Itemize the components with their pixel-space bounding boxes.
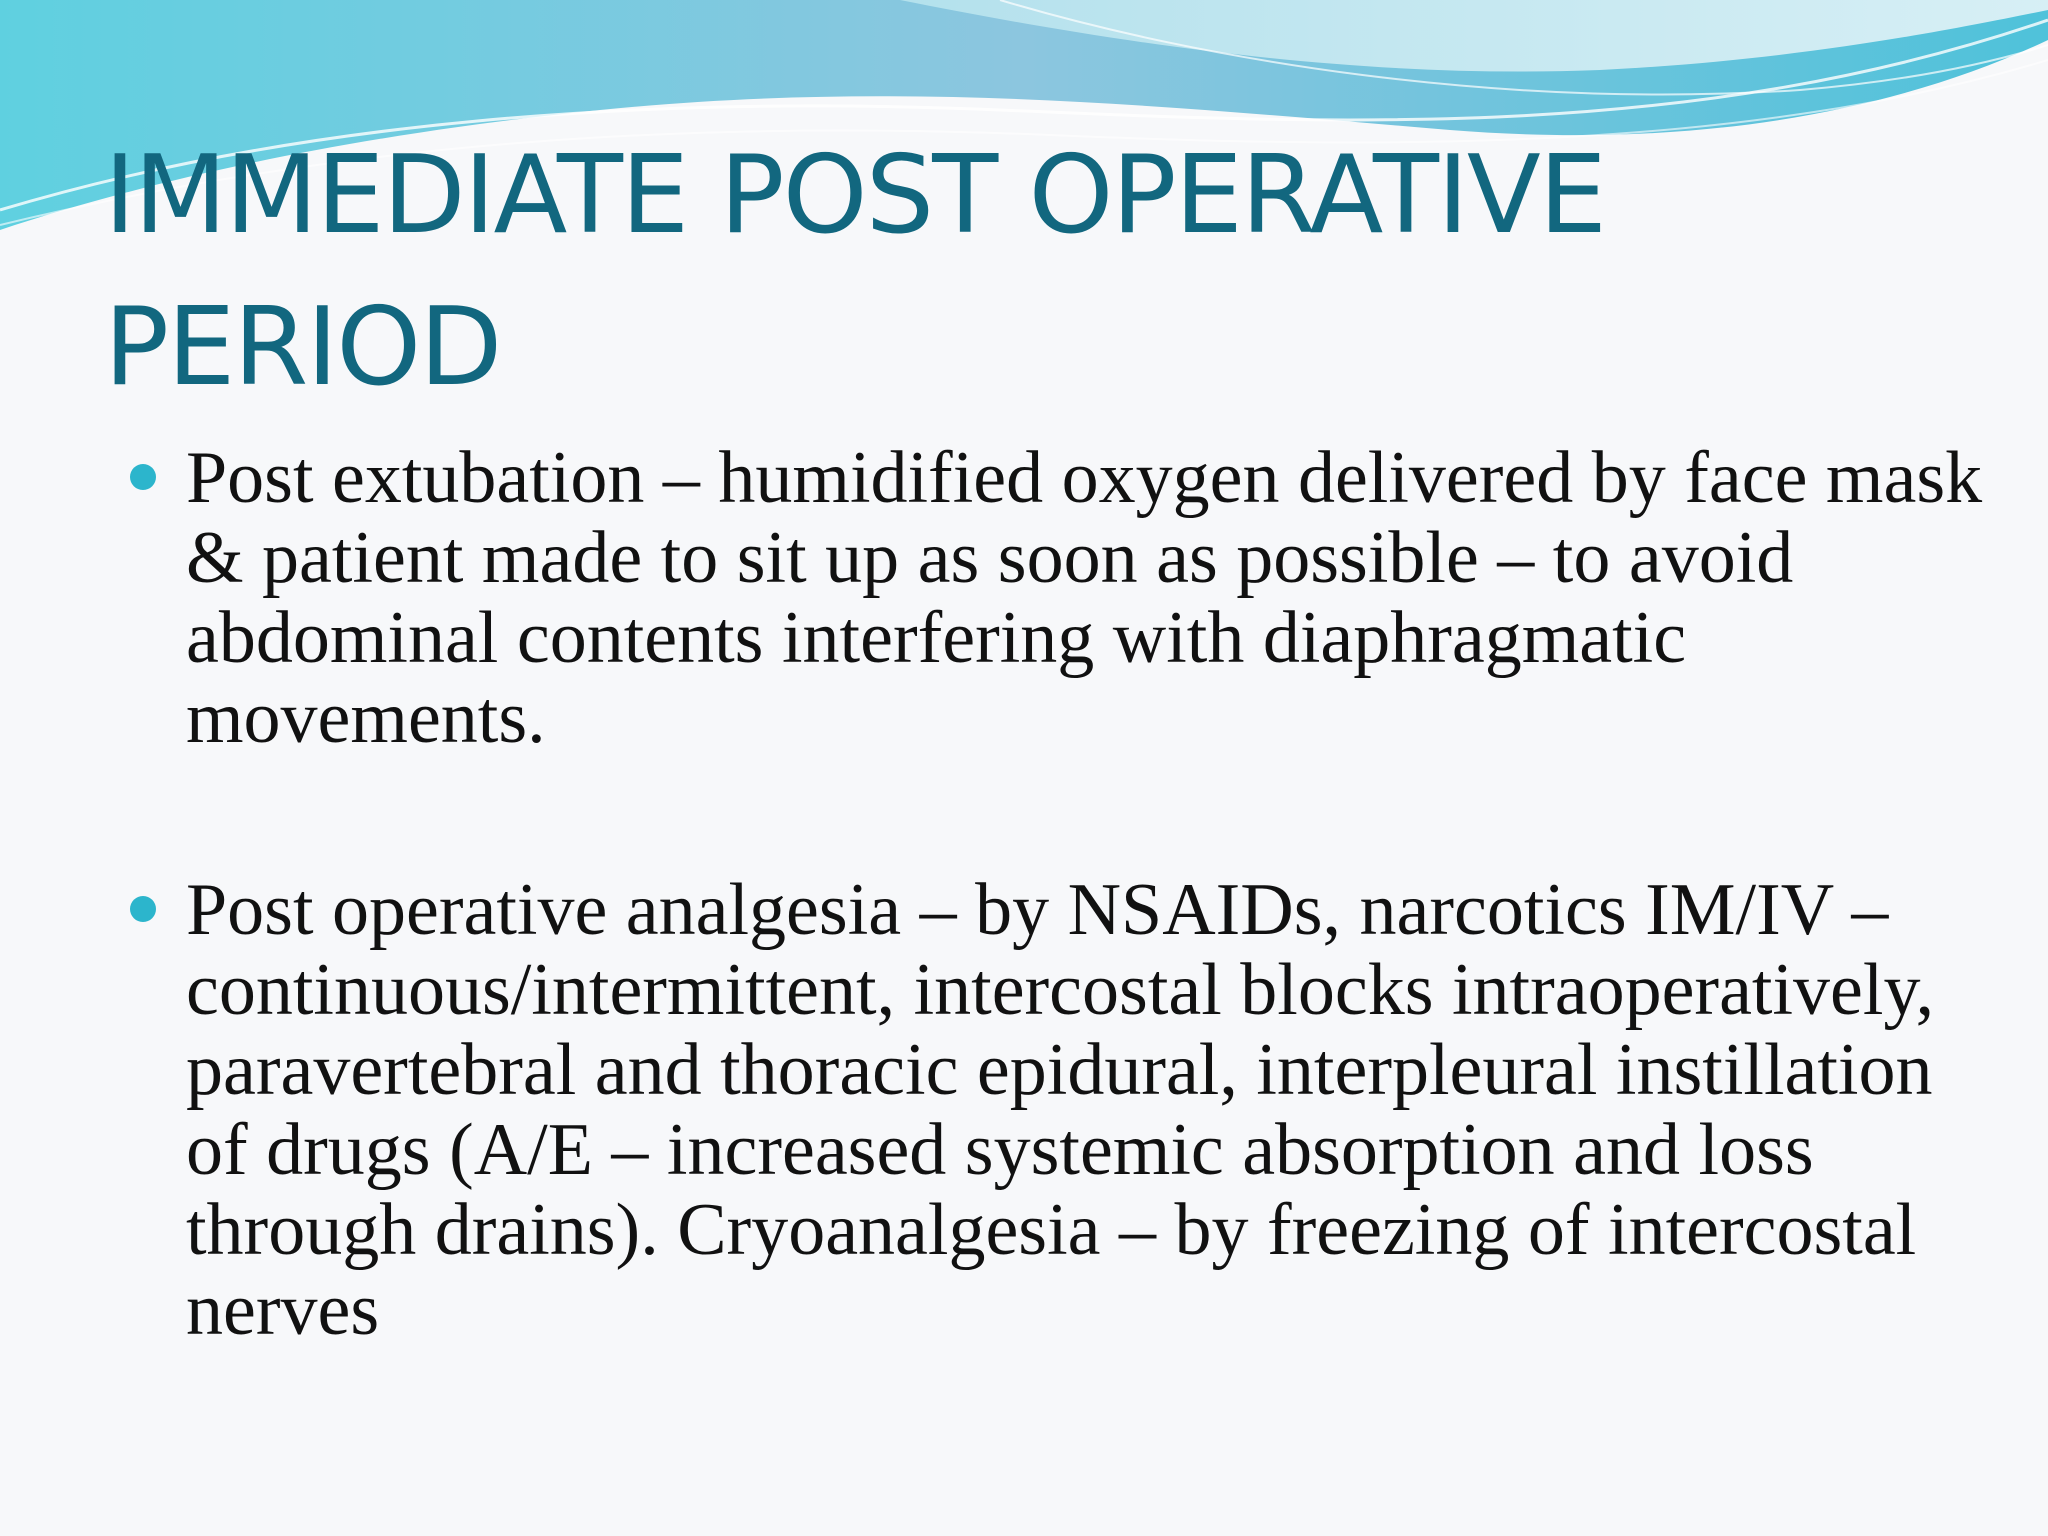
bullet-dot-icon	[130, 464, 156, 490]
bullet-item	[130, 438, 2010, 758]
slide-title: IMMEDIATE POST OPERATIVE PERIOD	[104, 133, 1605, 410]
bullet-list	[130, 438, 2010, 1350]
bullet-text: Post extubation – humidified oxygen delivered by face mask & patient made to sit up as soon as possible – to avoid abdominal contents interfering with diaphragmatic movements.	[186, 437, 1983, 759]
bullet-text: Post operative analgesia – by NSAIDs, narcotics IM/IV – continuous/intermittent, intercostal blocks intraoperatively, paravertebral and thoracic epidural, interpleural instillation of drugs (A/E – increased systemic absorption and loss through drains). Cryoanalgesia – by freezing of intercostal nerves	[186, 869, 1935, 1351]
bullet-dot-icon	[130, 896, 156, 922]
bullet-item	[130, 870, 2010, 1350]
